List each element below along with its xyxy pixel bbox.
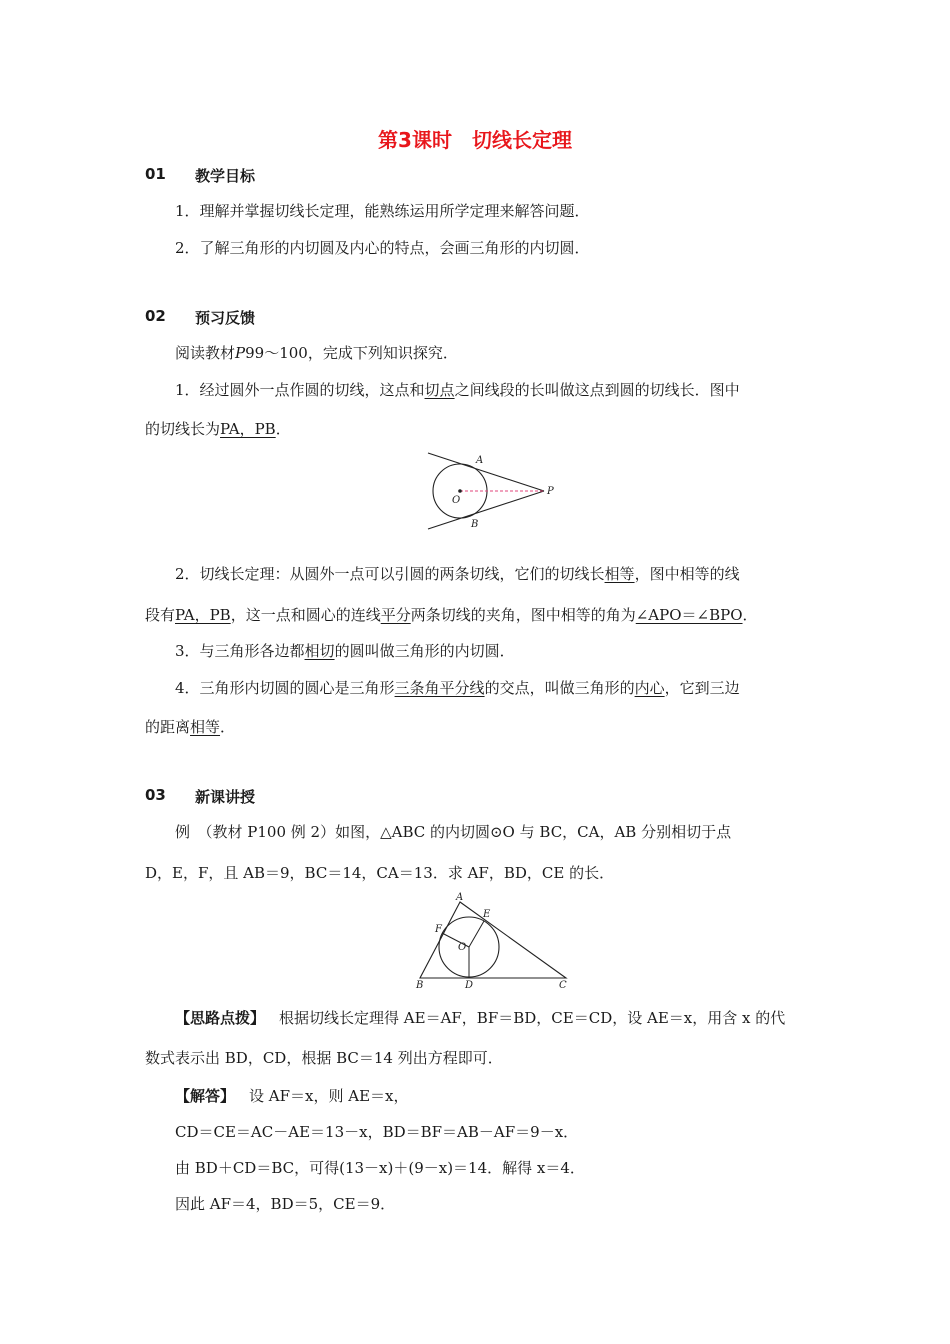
section-title: 教学目标 (195, 167, 256, 185)
figure-label: D (465, 980, 474, 990)
figure-label: C (559, 980, 567, 990)
goal-item: 1．理解并掌握切线长定理，能熟练运用所学定理来解答问题． (175, 202, 590, 220)
answer-line-4: 因此 AF＝4，BD＝5，CE＝9． (175, 1195, 396, 1213)
preview-item-2-line-1: 2．切线长定理：从圆外一点可以引圆的两条切线，它们的切线长相等，图中相等的线 (175, 565, 740, 583)
answer-blank: 内心 (634, 679, 665, 697)
section-number: 01 (145, 165, 166, 183)
hint-line-1: 【思路点拨】 根据切线长定理得 AE＝AF，BF＝BD，CE＝CD，设 AE＝x，用含 x 的代 (175, 1009, 786, 1027)
section-title: 预习反馈 (195, 309, 256, 327)
preview-item-4-line-1: 4．三角形内切圆的圆心是三角形三条角平分线的交点，叫做三角形的内心，它到三边 (175, 679, 740, 697)
answer-blank: 相等 (604, 565, 635, 583)
hint-line-2: 数式表示出 BD，CD，根据 BC＝14 列出方程即可． (145, 1049, 503, 1067)
answer-line-3: 由 BD＋CD＝BC，可得(13－x)＋(9－x)＝14．解得 x＝4． (175, 1159, 585, 1177)
figure-label: P (547, 486, 554, 497)
answer-blank: 相切 (304, 642, 335, 660)
section-title: 新课讲授 (195, 788, 256, 806)
figure-label: O (458, 942, 467, 953)
answer-blank: 切点 (424, 381, 455, 399)
example-line-2: D，E，F，且 AB＝9，BC＝14，CA＝13．求 AF，BD，CE 的长． (145, 864, 615, 882)
tangent-length-figure (420, 446, 565, 536)
figure-label: E (483, 909, 491, 920)
section-number: 03 (145, 786, 166, 804)
figure-label: F (435, 924, 442, 935)
answer-blank: 三条角平分线 (394, 679, 485, 697)
preview-item-4-line-2: 的距离相等． (145, 718, 236, 736)
figure-label: B (471, 519, 479, 530)
answer-blank: 相等 (190, 718, 221, 736)
page-title: 第3课时 切线长定理 (378, 128, 572, 152)
incircle-figure (408, 888, 578, 990)
preview-item-1-line-2: 的切线长为PA，PB． (145, 420, 291, 438)
example-line-1: 例 （教材 P100 例 2）如图，△ABC 的内切圆⊙O 与 BC，CA，AB 分别相切于点 (175, 823, 732, 841)
figure-label: O (452, 495, 461, 506)
figure-label: A (476, 455, 484, 466)
answer-blank: PA，PB (220, 420, 276, 438)
answer-blank: 平分 (380, 606, 411, 624)
figure-label: B (416, 980, 424, 990)
preview-intro: 阅读教材P99～100，完成下列知识探究． (175, 344, 458, 362)
answer-line-1: 【解答】 设 AF＝x，则 AE＝x， (175, 1087, 409, 1105)
figure-label: A (456, 892, 464, 903)
answer-blank: ∠APO＝∠BPO (635, 606, 743, 624)
preview-item-1-line-1: 1．经过圆外一点作圆的切线，这点和切点之间线段的长叫做这点到圆的切线长．图中 (175, 381, 740, 399)
preview-item-2-line-2: 段有PA，PB，这一点和圆心的连线平分两条切线的夹角，图中相等的角为∠APO＝∠BPO． (145, 606, 758, 624)
answer-line-2: CD＝CE＝AC－AE＝13－x，BD＝BF＝AB－AF＝9－x． (175, 1123, 579, 1141)
goal-item: 2．了解三角形的内切圆及内心的特点，会画三角形的内切圆． (175, 239, 590, 257)
answer-blank: PA，PB (175, 606, 231, 624)
preview-item-3: 3．与三角形各边都相切的圆叫做三角形的内切圆． (175, 642, 515, 660)
section-number: 02 (145, 307, 166, 325)
